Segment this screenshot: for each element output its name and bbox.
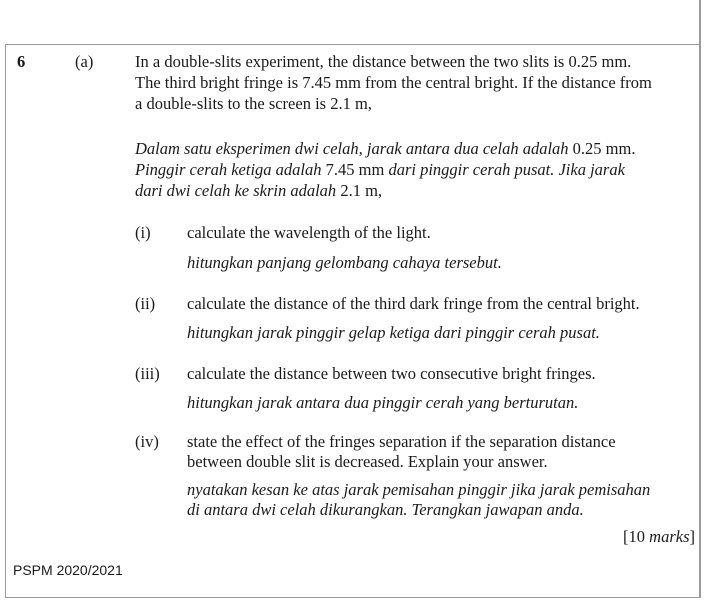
subpart-en: calculate the distance between two consecutive bright fringes. <box>187 364 596 383</box>
stem-en-line: a double-slits to the screen is 2.1 m, <box>135 94 372 113</box>
stem-ms-line <box>135 139 635 159</box>
subpart-ms: hitungkan panjang gelombang cahaya tersebut. <box>187 253 502 272</box>
part-label: (a) <box>75 52 94 71</box>
question-number: 6 <box>17 52 26 71</box>
page-edge-divider <box>699 0 701 598</box>
subpart-label: (ii) <box>135 294 156 313</box>
stem-ms-text: dari pinggir cerah pusat. Jika jarak <box>384 160 625 179</box>
subpart-ms: hitungkan jarak antara dua pinggir cerah yang berturutan. <box>187 393 579 412</box>
stem-ms-text: Dalam satu eksperimen dwi celah, jarak antara dua celah adalah <box>135 139 573 158</box>
subpart-en: state the effect of the fringes separation if the separation distance <box>187 432 616 451</box>
marks-allocation <box>623 527 695 547</box>
stem-en-line: The third bright fringe is 7.45 mm from the central bright. If the distance from <box>135 73 652 92</box>
stem-ms-text: Pinggir cerah ketiga adalah <box>135 160 326 179</box>
marks-number: [10 <box>623 527 650 546</box>
stem-ms-line <box>135 160 625 180</box>
subpart-label: (i) <box>135 223 151 242</box>
stem-ms-line <box>135 181 382 201</box>
subpart-en: calculate the wavelength of the light. <box>187 223 431 242</box>
subpart-en: calculate the distance of the third dark fringe from the central bright. <box>187 294 640 313</box>
marks-bracket: ] <box>689 527 695 546</box>
stem-ms-text: dari dwi celah ke skrin adalah <box>135 181 341 200</box>
subpart-label: (iv) <box>135 432 159 451</box>
exam-source-label: PSPM 2020/2021 <box>13 562 123 578</box>
stem-ms-value: 2.1 m, <box>340 181 383 200</box>
subpart-label: (iii) <box>135 364 160 383</box>
stem-ms-value: 0.25 mm. <box>572 139 636 158</box>
stem-ms-value: 7.45 mm <box>325 160 385 179</box>
subpart-ms: di antara dwi celah dikurangkan. Terangkan jawapan anda. <box>187 500 584 519</box>
subpart-ms: nyatakan kesan ke atas jarak pemisahan pinggir jika jarak pemisahan <box>187 480 651 499</box>
stem-en-line: In a double-slits experiment, the distance between the two slits is 0.25 mm. <box>135 52 632 71</box>
subpart-en: between double slit is decreased. Explain your answer. <box>187 452 548 471</box>
marks-word: marks <box>649 527 690 546</box>
subpart-ms: hitungkan jarak pinggir gelap ketiga dari pinggir cerah pusat. <box>187 323 600 342</box>
